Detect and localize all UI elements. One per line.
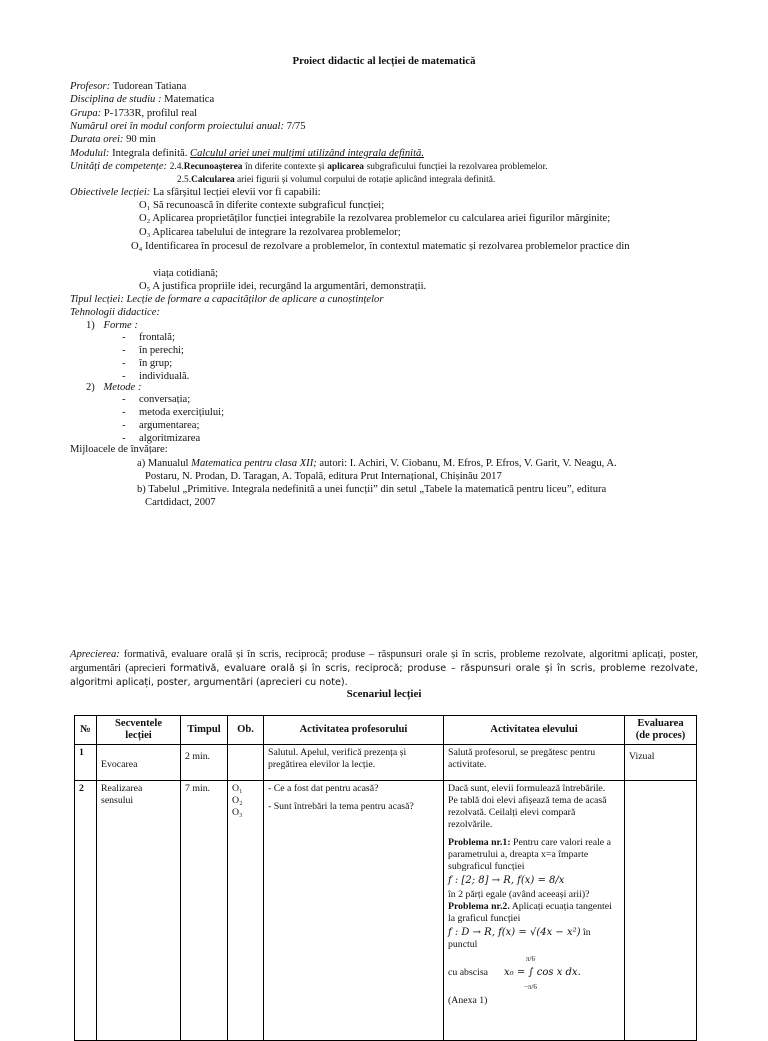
objectives-label: Obiectivele lecției: bbox=[70, 187, 151, 198]
profesor-line bbox=[70, 80, 186, 93]
durata-label: Durata orei: bbox=[70, 134, 124, 145]
table-row bbox=[75, 745, 697, 781]
problem-2-formula: f : D → R, f(x) = √(4x − x²) bbox=[448, 927, 581, 938]
row2-time: 7 min. bbox=[181, 781, 228, 1041]
row1-student: Salută profesorul, se pregătesc pentru activitate. bbox=[444, 745, 625, 781]
row1-sequence: Evocarea bbox=[97, 745, 181, 781]
grupa-value: P-1733R, profilul real bbox=[103, 108, 198, 119]
resource-a-authors: autori: I. Achiri, V. Ciobanu, M. Efros, P. Efros, V. Garit, V. Neagu, A. bbox=[319, 458, 617, 469]
objective-o4-continued: viața cotidiană; bbox=[153, 268, 219, 279]
modul-label: Modulul: bbox=[70, 148, 110, 159]
teacher-question-2: - Sunt întrebări la tema pentru acasă? bbox=[268, 801, 414, 812]
list-item: - individuală. bbox=[122, 371, 190, 382]
objective-o3: O₃ Aplicarea tabelului de integrare la rezolvarea problemelor; bbox=[139, 227, 401, 238]
modul-value: Integrala definită. bbox=[112, 148, 188, 159]
header-teacher-activity: Activitatea profesorului bbox=[264, 716, 444, 745]
methods-list bbox=[122, 393, 224, 445]
list-item: - conversația; bbox=[122, 394, 191, 405]
unitati-2-calcularea: Calcularea bbox=[191, 175, 235, 185]
objectives-line bbox=[70, 186, 321, 199]
row2-sequence: Realizarea sensului bbox=[97, 781, 181, 1041]
table-row bbox=[75, 781, 697, 1041]
durata-line bbox=[70, 133, 156, 146]
row2-evaluation bbox=[625, 781, 697, 1041]
modul-topic: Calculul ariei unei mulțimi utilizând integrala definită. bbox=[190, 148, 424, 159]
modul-line bbox=[70, 147, 424, 160]
forms-number: 1) bbox=[86, 320, 95, 331]
unitati-1-num: 2.4. bbox=[169, 162, 184, 172]
durata-value: 90 min bbox=[126, 134, 156, 145]
resource-b-line2: Cartdidact, 2007 bbox=[145, 497, 216, 508]
forms-list bbox=[122, 331, 189, 383]
lesson-type-line bbox=[70, 293, 383, 306]
list-item: - în grup; bbox=[122, 358, 173, 369]
objective-o2: O₂ Aplicarea proprietăților funcției integrabile la rezolvarea problemelor cu calcularea ariei figurilor mărginite; bbox=[139, 213, 611, 224]
grupa-label: Grupa: bbox=[70, 108, 102, 119]
unitati-2-num: 2.5. bbox=[177, 175, 192, 185]
resource-a bbox=[137, 457, 617, 470]
header-sequences: Secventele lecției bbox=[97, 716, 181, 745]
resource-b: b) Tabelul „Primitive. Integrala nedefinită a unei funcții” din setul „Tabele la matematică pentru liceu”, editura bbox=[137, 484, 607, 495]
annex-reference: (Anexa 1) bbox=[448, 995, 488, 1006]
scenario-title: Scenariul lecției bbox=[346, 688, 422, 700]
grupa-line bbox=[70, 107, 197, 120]
objectives-intro: La sfârșitul lecției elevii vor fi capabili: bbox=[152, 187, 321, 198]
unitati-1-recunoasterea: Recunoașterea bbox=[183, 162, 243, 172]
technologies-label: Tehnologii didactice: bbox=[70, 307, 160, 318]
profesor-label: Profesor: bbox=[70, 81, 111, 92]
lesson-type-label: Tipul lecției: bbox=[70, 294, 124, 305]
row1-objectives bbox=[228, 745, 264, 781]
teacher-question-1: - Ce a fost dat pentru acasă? bbox=[268, 783, 379, 794]
disciplina-line bbox=[70, 93, 214, 106]
objective-o1: O₁ Să recunoască în diferite contexte subgraficul funcției; bbox=[139, 200, 385, 211]
header-evaluation: Evaluarea (de proces) bbox=[625, 716, 697, 745]
list-item: - argumentarea; bbox=[122, 420, 200, 431]
problem-2-integral: cu abscisa π/6 x₀ = ∫ cos x dx. −π/6 bbox=[448, 955, 581, 991]
row2-teacher bbox=[264, 781, 444, 1041]
profesor-value: Tudorean Tatiana bbox=[112, 81, 187, 92]
disciplina-value: Matematica bbox=[164, 94, 215, 105]
list-item: - algoritmizarea bbox=[122, 433, 201, 444]
header-number: № bbox=[75, 716, 97, 745]
unitati-1-end: subgraficului funcției la rezolvarea problemelor. bbox=[366, 162, 548, 172]
objective-o5: O₅ A justifica propriile idei, recurgând la argumentări, demonstrații. bbox=[139, 281, 427, 292]
methods-number: 2) bbox=[86, 382, 95, 393]
row2-number: 2 bbox=[75, 781, 97, 1041]
objective-o4: O₄ Identificarea în procesul de rezolvare a problemelor, în contextul matematic și rezolvarea problemelor practice din bbox=[131, 241, 630, 252]
scenario-table bbox=[74, 715, 697, 1041]
resource-a-line2: Postaru, N. Prodan, D. Taragan, A. Topală, editura Prut Internațional, Chișinău 2017 bbox=[145, 471, 502, 482]
ore-line bbox=[70, 120, 306, 133]
header-student-activity: Activitatea elevului bbox=[444, 716, 625, 745]
resource-a-book: Matematica pentru clasa XII; bbox=[191, 458, 317, 469]
header-objectives: Ob. bbox=[228, 716, 264, 745]
assessment-text-small: formativă, evaluare orală și în scris, reciprocă; produse – răspunsuri orale și în scris, probleme rezolvate, algoritmi aplicați, poster, argumentări (aprecieri cu note). bbox=[70, 663, 698, 688]
list-item: - în perechi; bbox=[122, 345, 185, 356]
resources-label: Mijloacele de învățare: bbox=[70, 444, 168, 455]
problem-2: Problema nr.2. Aplicați ecuația tangentei la graficul funcției bbox=[448, 901, 612, 924]
assessment-paragraph bbox=[70, 648, 698, 690]
row1-teacher: Salutul. Apelul, verifică prezența și pregătirea elevilor la lecție. bbox=[264, 745, 444, 781]
unitati-1-mid: în diferite contexte și bbox=[245, 162, 325, 172]
resource-a-prefix: a) Manualul bbox=[137, 458, 189, 469]
assessment-label: Aprecierea: bbox=[70, 649, 120, 660]
unitati-2-end: ariei figurii și volumul corpului de rotație aplicând integrala definită. bbox=[236, 175, 496, 185]
unitati-line-1 bbox=[70, 160, 548, 174]
forms-label: Forme : bbox=[103, 320, 138, 331]
list-item: - metoda exercițiului; bbox=[122, 407, 225, 418]
row1-number: 1 bbox=[75, 745, 97, 781]
problem-1: Problema nr.1: Pentru care valori reale a parametrului a, dreapta x=a împarte subgraficul funcției bbox=[448, 837, 611, 872]
table-header-row bbox=[75, 716, 697, 745]
assessment-text: formativă, evaluare orală și în scris, reciprocă; produse – răspunsuri orale și în scris, probleme rezolvate, algoritmi aplicați, poster, argumentări (aprecieri bbox=[70, 649, 698, 674]
unitati-label: Unități de competențe: bbox=[70, 161, 168, 172]
problem-1-formula: f : [2; 8] → R, f(x) = 8/x bbox=[448, 875, 565, 886]
row1-evaluation: Vizual bbox=[625, 745, 697, 781]
methods-label: Metode : bbox=[103, 382, 142, 393]
unitati-1-aplicarea: aplicarea bbox=[327, 162, 364, 172]
lesson-type-value: Lecție de formare a capacităților de aplicare a cunoștințelor bbox=[126, 294, 384, 305]
disciplina-label: Disciplina de studiu : bbox=[70, 94, 162, 105]
page-title: Proiect didactic al lecției de matematică bbox=[292, 55, 476, 67]
row2-student: Dacă sunt, elevii formulează întrebările. Pe tablă doi elevi afișează tema de acasă rezolvată. Ceilalți elevi compară rezolvările. Problema nr.1: Pentru care valori reale a parametrului a, dreapta x=a împarte subgraficul funcției f : [2; 8] → R, f(x) = 8/x în 2 părți egale (având aceeași arii)? Problema nr.2. Aplicați ecuația tangentei la graficul funcției f : D → R, f(x) = √(4x − x²) în punctul cu abscisa π/6 x₀ = ∫ cos x dx. −π/6 (Anexa 1) bbox=[444, 781, 625, 1041]
list-item: - frontală; bbox=[122, 332, 175, 343]
ore-value: 7/75 bbox=[286, 121, 306, 132]
ore-label: Numărul orei în modul conform proiectului anual: bbox=[70, 121, 285, 132]
row2-objectives: O₁ O₂ O₃ bbox=[228, 781, 264, 1041]
header-time: Timpul bbox=[181, 716, 228, 745]
row1-time: 2 min. bbox=[181, 745, 228, 781]
